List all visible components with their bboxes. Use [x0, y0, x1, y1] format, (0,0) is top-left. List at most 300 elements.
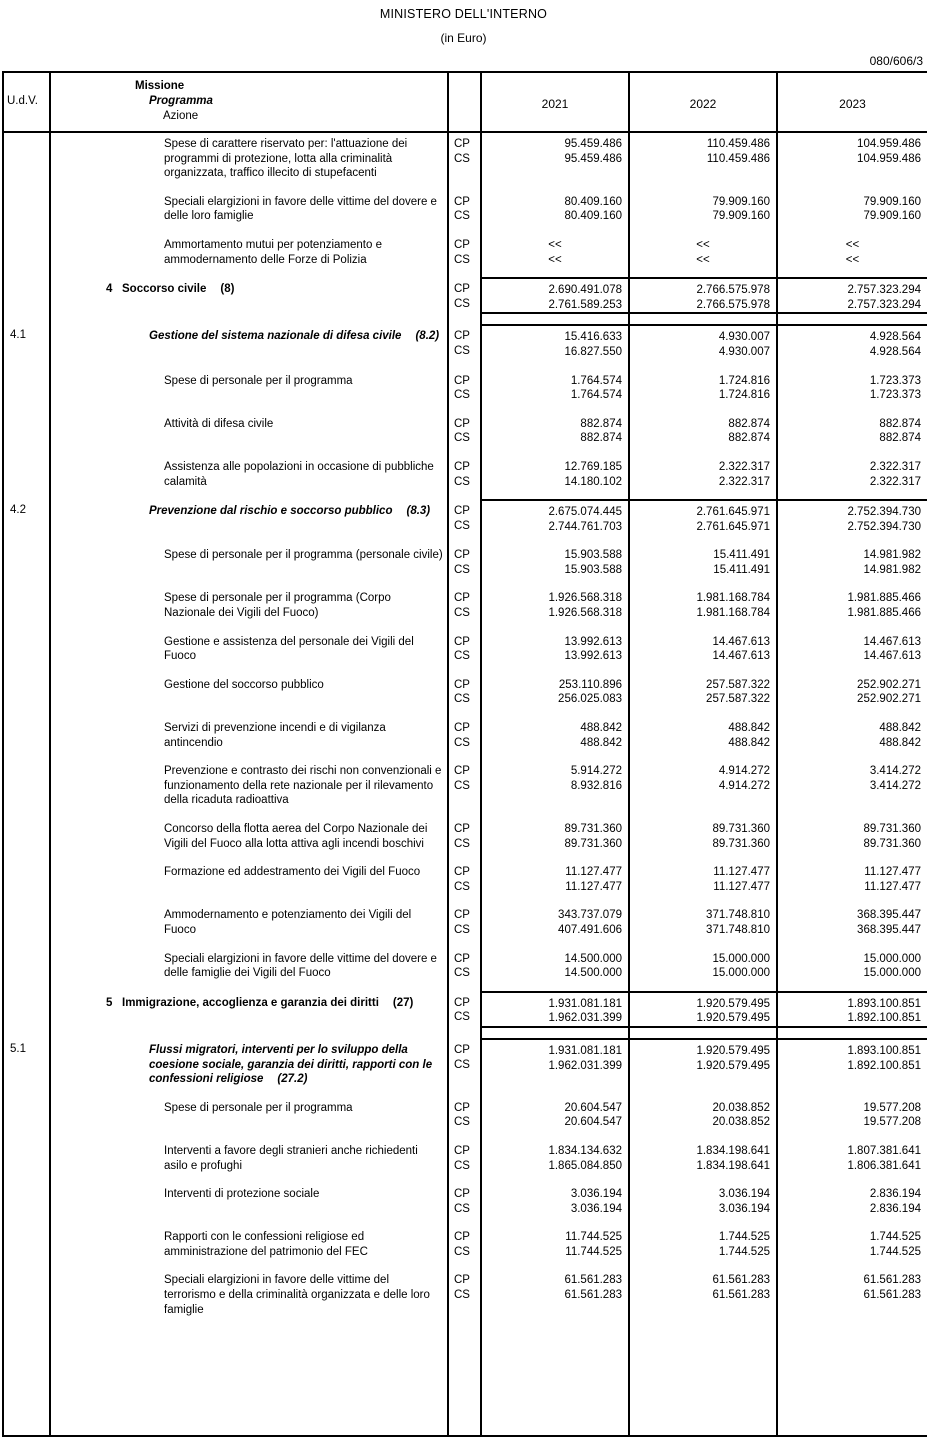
- row-type-labels: [448, 631, 481, 664]
- table-row: [3, 413, 927, 446]
- budget-table: [2, 71, 927, 1437]
- value-cp: 15.416.633: [564, 331, 622, 344]
- row-spacer: [3, 894, 927, 904]
- row-label: Spese di personale per il programma (personale civile): [164, 549, 443, 562]
- table-row: [3, 1269, 927, 1317]
- row-code: (8.3): [406, 505, 431, 518]
- value-cp: 1.744.525: [718, 1231, 770, 1244]
- row-description: [50, 1183, 448, 1216]
- row-type-labels: [448, 587, 481, 620]
- tail-cell: [629, 1317, 777, 1436]
- table-row: [3, 278, 927, 313]
- spacer-cell: [777, 1259, 927, 1269]
- row-value-2022: [629, 674, 777, 707]
- value-cp: 882.874: [879, 417, 921, 430]
- spacer-cell: [50, 1216, 448, 1226]
- row-description: [50, 1269, 448, 1317]
- value-cs: 1.892.100.851: [847, 1012, 921, 1025]
- table-tail: [3, 1317, 927, 1436]
- spacer-cell: [777, 707, 927, 717]
- row-value-2023: [777, 370, 927, 403]
- row-label: Gestione del sistema nazionale di difesa civile (8.2): [149, 330, 440, 343]
- spacer-cell: [481, 1027, 629, 1039]
- type-cp: CP: [454, 952, 470, 965]
- value-cp: 61.561.283: [564, 1274, 622, 1287]
- value-cp: 253.110.896: [558, 678, 622, 691]
- row-value-2022: [629, 904, 777, 937]
- type-cp: CP: [454, 330, 470, 343]
- row-code: (8.2): [415, 330, 440, 343]
- spacer-cell: [448, 267, 481, 278]
- row-type-labels: [448, 904, 481, 937]
- value-cs: 1.723.373: [869, 389, 921, 402]
- row-value-2021: [481, 861, 629, 894]
- header-type: [448, 72, 481, 132]
- spacer-cell: [448, 489, 481, 500]
- spacer-cell: [448, 577, 481, 587]
- value-cs: 19.577.208: [863, 1116, 921, 1129]
- type-cp: CP: [454, 138, 470, 150]
- value-cp: 882.874: [580, 417, 622, 430]
- type-cp: CP: [454, 417, 470, 430]
- row-value-2021: [481, 132, 629, 181]
- value-cs: 1.962.031.399: [548, 1059, 622, 1072]
- spacer-cell: [3, 313, 50, 325]
- row-value-2023: [777, 861, 927, 894]
- value-cs: 368.395.447: [857, 923, 921, 936]
- row-value-2022: [629, 717, 777, 750]
- value-cs: 61.561.283: [863, 1289, 921, 1302]
- spacer-cell: [50, 707, 448, 717]
- row-label: Spese di personale per il programma: [164, 1101, 353, 1114]
- value-cp: 61.561.283: [863, 1274, 921, 1287]
- value-cp: <<: [548, 238, 562, 251]
- value-cp: 1.920.579.495: [696, 997, 770, 1010]
- value-cp: 15.903.588: [564, 549, 622, 562]
- row-code: (27): [392, 996, 414, 1009]
- spacer-cell: [629, 707, 777, 717]
- value-cs: 3.036.194: [718, 1202, 770, 1215]
- spacer-cell: [777, 664, 927, 674]
- value-cp: 61.561.283: [712, 1274, 770, 1287]
- spacer-cell: [481, 267, 629, 278]
- row-spacer: [3, 1216, 927, 1226]
- spacer-cell: [629, 1027, 777, 1039]
- type-cp: CP: [454, 1144, 470, 1157]
- value-cp: 104.959.486: [857, 138, 921, 150]
- type-cs: CS: [454, 1011, 470, 1024]
- value-cp: <<: [696, 238, 710, 251]
- row-value-2023: [777, 191, 927, 224]
- row-value-2022: [629, 1226, 777, 1259]
- spacer-cell: [629, 446, 777, 456]
- row-udv: [3, 631, 50, 664]
- row-value-2023: [777, 1039, 927, 1087]
- spacer-cell: [50, 621, 448, 631]
- value-cp: 2.757.323.294: [847, 284, 921, 297]
- row-description: [50, 544, 448, 577]
- value-cp: 89.731.360: [564, 823, 622, 835]
- value-cp: 79.909.160: [712, 195, 770, 208]
- value-cs: 407.491.606: [558, 923, 622, 936]
- row-value-2023: [777, 234, 927, 267]
- value-cp: 19.577.208: [863, 1101, 921, 1114]
- row-label: Assistenza alle popolazioni in occasione di pubbliche calamità: [164, 460, 434, 488]
- value-cp: 1.981.168.784: [696, 592, 770, 605]
- type-cp: CP: [454, 996, 470, 1009]
- type-cs: CS: [454, 519, 470, 532]
- row-spacer: [3, 313, 927, 325]
- spacer-cell: [50, 313, 448, 325]
- row-value-2021: [481, 992, 629, 1027]
- spacer-cell: [629, 808, 777, 818]
- type-cs: CS: [454, 607, 470, 620]
- row-value-2023: [777, 587, 927, 620]
- value-cs: 256.025.083: [558, 693, 622, 706]
- type-cs: CS: [454, 650, 470, 663]
- spacer-cell: [50, 403, 448, 413]
- spacer-cell: [3, 1087, 50, 1097]
- value-cs: 1.981.168.784: [696, 607, 770, 620]
- spacer-cell: [50, 224, 448, 234]
- table-body: [3, 132, 927, 1436]
- row-label: Concorso della flotta aerea del Corpo Nazionale dei Vigili del Fuoco alla lotta attiva agli incendi boschivi: [164, 823, 428, 850]
- type-cs: CS: [454, 1058, 470, 1071]
- row-value-2021: [481, 1269, 629, 1317]
- row-type-labels: [448, 191, 481, 224]
- row-value-2022: [629, 861, 777, 894]
- value-cp: 15.000.000: [712, 952, 770, 965]
- value-cs: 4.930.007: [718, 345, 770, 358]
- spacer-cell: [3, 851, 50, 861]
- value-cp: 15.411.491: [713, 549, 770, 562]
- value-cp: 488.842: [580, 722, 622, 735]
- type-cs: CS: [454, 344, 470, 357]
- spacer-cell: [777, 808, 927, 818]
- value-cp: 1.764.574: [570, 374, 622, 387]
- value-cs: 15.903.588: [564, 563, 622, 576]
- row-description: [50, 992, 448, 1027]
- value-cp: 257.587.322: [706, 678, 770, 691]
- type-cp: CP: [454, 238, 470, 251]
- table-row: [3, 1140, 927, 1173]
- type-cp: CP: [454, 195, 470, 208]
- spacer-cell: [3, 1130, 50, 1140]
- type-cp: CP: [454, 1043, 470, 1056]
- row-value-2021: [481, 717, 629, 750]
- type-cp: CP: [454, 1101, 470, 1114]
- spacer-cell: [448, 621, 481, 631]
- value-cs: 11.127.477: [713, 880, 770, 893]
- value-cs: 488.842: [580, 736, 622, 749]
- type-cs: CS: [454, 563, 470, 576]
- spacer-cell: [481, 360, 629, 370]
- value-cp: 1.920.579.495: [696, 1044, 770, 1057]
- row-value-2023: [777, 717, 927, 750]
- value-cp: 1.931.081.181: [548, 997, 622, 1010]
- spacer-cell: [629, 851, 777, 861]
- spacer-cell: [448, 664, 481, 674]
- spacer-cell: [3, 621, 50, 631]
- spacer-cell: [448, 1173, 481, 1183]
- spacer-cell: [3, 403, 50, 413]
- value-cp: 882.874: [728, 417, 770, 430]
- value-cp: 343.737.079: [558, 909, 622, 922]
- spacer-cell: [777, 1173, 927, 1183]
- mission-number: 4: [106, 283, 113, 296]
- row-value-2022: [629, 818, 777, 851]
- spacer-cell: [629, 577, 777, 587]
- spacer-cell: [50, 664, 448, 674]
- spacer-cell: [50, 577, 448, 587]
- currency-note: (in Euro): [440, 31, 487, 45]
- row-value-2023: [777, 904, 927, 937]
- type-cs: CS: [454, 1159, 470, 1172]
- type-cs: CS: [454, 475, 470, 488]
- row-type-labels: [448, 1226, 481, 1259]
- value-cs: <<: [548, 253, 562, 266]
- type-cp: CP: [454, 909, 470, 922]
- type-cp: CP: [454, 1274, 470, 1287]
- row-spacer: [3, 621, 927, 631]
- row-spacer: [3, 981, 927, 992]
- value-cp: 371.748.810: [706, 909, 770, 922]
- row-value-2021: [481, 948, 629, 981]
- table-row: [3, 191, 927, 224]
- row-label: Interventi di protezione sociale: [164, 1188, 320, 1201]
- spacer-cell: [448, 1130, 481, 1140]
- type-cp: CP: [454, 722, 470, 735]
- spacer-cell: [448, 750, 481, 760]
- spacer-cell: [777, 224, 927, 234]
- row-value-2022: [629, 278, 777, 313]
- type-cp: CP: [454, 866, 470, 879]
- row-value-2023: [777, 1183, 927, 1216]
- row-label: Prevenzione e contrasto dei rischi non convenzionali e funzionamento della rete nazionale per il rilevamento della ricaduta radioattiva: [164, 765, 442, 807]
- row-description: [50, 717, 448, 750]
- spacer-cell: [448, 534, 481, 544]
- value-cs: 15.000.000: [863, 967, 921, 980]
- spacer-cell: [50, 360, 448, 370]
- row-description: [50, 631, 448, 664]
- value-cp: 2.752.394.730: [847, 506, 921, 519]
- header-hierarchy: [50, 72, 448, 132]
- spacer-cell: [50, 181, 448, 191]
- spacer-cell: [50, 750, 448, 760]
- value-cp: 1.807.381.641: [847, 1144, 921, 1157]
- spacer-cell: [777, 851, 927, 861]
- row-label: Speciali elargizioni in favore delle vittime del terrorismo e della criminalità organizzata e delle loro famiglie: [164, 1274, 430, 1316]
- value-cs: 15.000.000: [712, 967, 770, 980]
- row-type-labels: [448, 544, 481, 577]
- table-row: [3, 325, 927, 359]
- value-cs: 1.764.574: [570, 389, 622, 402]
- value-cp: 2.766.575.978: [696, 284, 770, 297]
- row-value-2022: [629, 1183, 777, 1216]
- ministry-title: MINISTERO DELL'INTERNO: [379, 7, 548, 21]
- spacer-cell: [3, 224, 50, 234]
- table-row: [3, 500, 927, 534]
- row-value-2021: [481, 904, 629, 937]
- value-cs: 2.761.589.253: [548, 298, 622, 311]
- value-cp: 14.467.613: [863, 635, 921, 648]
- type-cs: CS: [454, 923, 470, 936]
- row-label: 4 Soccorso civile (8): [106, 283, 235, 296]
- row-type-labels: [448, 992, 481, 1027]
- spacer-cell: [50, 1027, 448, 1039]
- table-row: [3, 1226, 927, 1259]
- tail-cell: [481, 1317, 629, 1436]
- spacer-cell: [481, 224, 629, 234]
- spacer-cell: [448, 1259, 481, 1269]
- table-row: [3, 904, 927, 937]
- type-cp: CP: [454, 592, 470, 605]
- value-cs: 1.806.381.641: [847, 1159, 921, 1172]
- spacer-cell: [629, 360, 777, 370]
- value-cp: 110.459.486: [706, 138, 770, 150]
- value-cs: 1.926.568.318: [548, 607, 622, 620]
- value-cs: 882.874: [580, 432, 622, 445]
- spacer-cell: [448, 1216, 481, 1226]
- row-type-labels: [448, 500, 481, 534]
- row-value-2021: [481, 1097, 629, 1130]
- value-cs: 89.731.360: [564, 837, 622, 850]
- spacer-cell: [3, 664, 50, 674]
- row-spacer: [3, 750, 927, 760]
- value-cp: 3.036.194: [570, 1188, 622, 1201]
- spacer-cell: [629, 664, 777, 674]
- value-cs: 14.180.102: [564, 475, 622, 488]
- spacer-cell: [481, 1216, 629, 1226]
- row-udv: [3, 818, 50, 851]
- row-type-labels: [448, 132, 481, 181]
- table-row: [3, 587, 927, 620]
- row-description: [50, 413, 448, 446]
- row-value-2023: [777, 413, 927, 446]
- row-type-labels: [448, 1269, 481, 1317]
- type-cs: CS: [454, 736, 470, 749]
- spacer-cell: [481, 1087, 629, 1097]
- spacer-cell: [777, 981, 927, 992]
- row-value-2021: [481, 1039, 629, 1087]
- spacer-cell: [448, 894, 481, 904]
- type-cs: CS: [454, 1245, 470, 1258]
- row-udv: [3, 1269, 50, 1317]
- value-cp: 2.761.645.971: [696, 506, 770, 519]
- spacer-cell: [777, 750, 927, 760]
- row-value-2021: [481, 674, 629, 707]
- row-udv: [3, 948, 50, 981]
- spacer-cell: [3, 181, 50, 191]
- value-cs: 20.038.852: [712, 1116, 770, 1129]
- type-cs: CS: [454, 967, 470, 980]
- spacer-cell: [50, 1130, 448, 1140]
- row-value-2022: [629, 325, 777, 359]
- spacer-cell: [629, 403, 777, 413]
- value-cs: 14.500.000: [564, 967, 622, 980]
- spacer-cell: [50, 1087, 448, 1097]
- row-spacer: [3, 224, 927, 234]
- value-cs: 1.981.885.466: [847, 607, 921, 620]
- row-label: Formazione ed addestramento dei Vigili del Fuoco: [164, 866, 421, 879]
- value-cs: 95.459.486: [564, 152, 622, 165]
- value-cp: 1.744.525: [869, 1231, 921, 1244]
- type-cp: CP: [454, 549, 470, 562]
- type-cp: CP: [454, 460, 470, 473]
- value-cs: <<: [845, 253, 860, 266]
- row-type-labels: [448, 370, 481, 403]
- spacer-cell: [448, 181, 481, 191]
- value-cs: 3.414.272: [869, 779, 921, 792]
- row-value-2021: [481, 413, 629, 446]
- value-cp: 13.992.613: [564, 635, 622, 648]
- row-value-2022: [629, 132, 777, 181]
- row-label: Ammodernamento e potenziamento dei Vigili del Fuoco: [164, 909, 412, 936]
- row-description: [50, 1140, 448, 1173]
- spacer-cell: [50, 894, 448, 904]
- spacer-cell: [777, 1130, 927, 1140]
- row-value-2022: [629, 413, 777, 446]
- spacer-cell: [481, 851, 629, 861]
- spacer-cell: [777, 267, 927, 278]
- row-description: [50, 818, 448, 851]
- type-cs: CS: [454, 389, 470, 402]
- row-udv: [3, 234, 50, 267]
- value-cs: 2.836.194: [869, 1202, 921, 1215]
- row-value-2021: [481, 278, 629, 313]
- row-description: [50, 861, 448, 894]
- value-cs: 1.962.031.399: [548, 1012, 622, 1025]
- value-cp: 11.744.525: [565, 1231, 622, 1244]
- type-cp: CP: [454, 635, 470, 648]
- row-type-labels: [448, 1140, 481, 1173]
- value-cp: 1.724.816: [718, 374, 770, 387]
- spacer-cell: [50, 981, 448, 992]
- value-cs: 79.909.160: [863, 210, 921, 223]
- value-cs: 79.909.160: [712, 210, 770, 223]
- value-cp: 1.893.100.851: [847, 997, 921, 1010]
- spacer-cell: [777, 577, 927, 587]
- spacer-cell: [629, 534, 777, 544]
- value-cp: 14.981.982: [863, 549, 921, 562]
- row-value-2021: [481, 760, 629, 808]
- row-value-2022: [629, 631, 777, 664]
- row-label: Interventi a favore degli stranieri anche richiedenti asilo e profughi: [164, 1144, 418, 1172]
- spacer-cell: [448, 938, 481, 948]
- row-code: (8): [220, 283, 235, 296]
- spacer-cell: [3, 534, 50, 544]
- row-value-2022: [629, 456, 777, 489]
- table-row: [3, 370, 927, 403]
- row-description: [50, 587, 448, 620]
- row-spacer: [3, 489, 927, 500]
- row-value-2021: [481, 191, 629, 224]
- row-spacer: [3, 181, 927, 191]
- value-cs: 1.744.525: [718, 1245, 770, 1258]
- row-udv: [3, 1097, 50, 1130]
- type-cp: CP: [454, 1231, 470, 1244]
- row-type-labels: [448, 818, 481, 851]
- row-value-2023: [777, 992, 927, 1027]
- value-cp: 80.409.160: [564, 195, 622, 208]
- row-label: Speciali elargizioni in favore delle vittime del dovere e delle loro famiglie: [164, 195, 437, 223]
- value-cp: 4.914.272: [718, 765, 770, 778]
- value-cs: 11.127.477: [864, 880, 921, 893]
- spacer-cell: [481, 750, 629, 760]
- row-spacer: [3, 1027, 927, 1039]
- row-label: Spese di carattere riservato per: l'attuazione dei programmi di protezione, lotta alla criminalità organizzata, traffico illecito di stupefacenti: [164, 138, 408, 180]
- value-cp: 89.731.360: [863, 823, 921, 835]
